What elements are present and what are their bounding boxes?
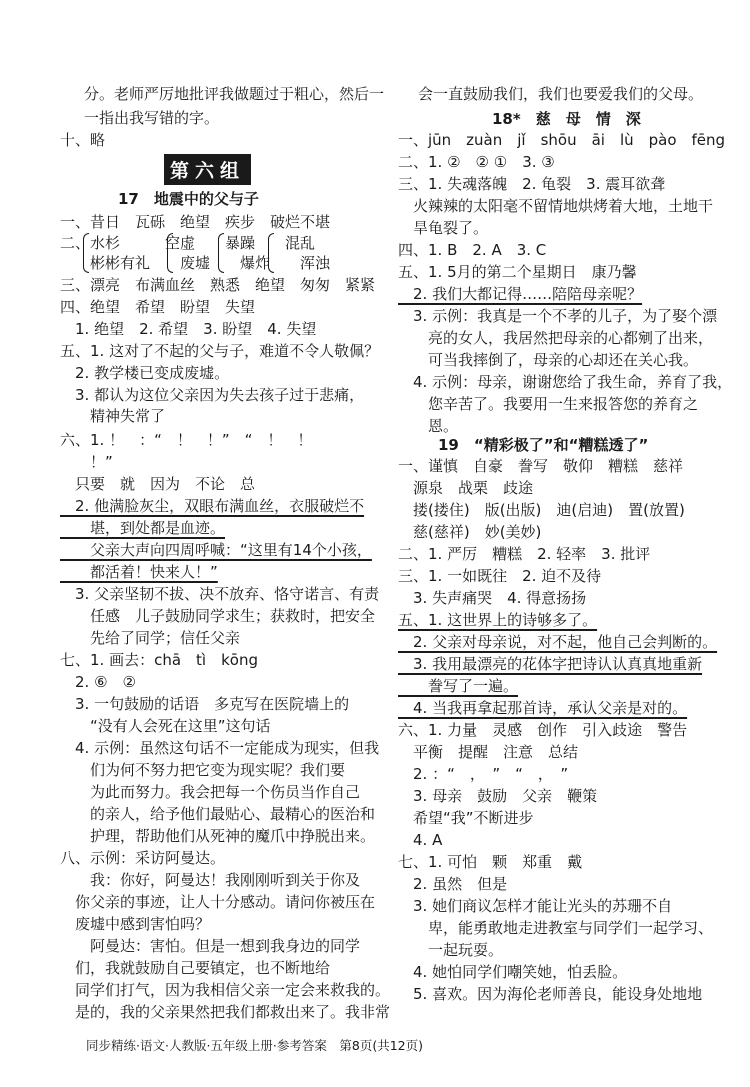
text-line: 一指出我写错的字。 <box>84 109 220 127</box>
text-line: 会一直鼓励我们，我们也要爱我们的父母。 <box>418 85 704 103</box>
answer-line: 同学们打气，因为我相信父亲一定会来救我的。 <box>60 981 391 999</box>
answer-line: 阿曼达：害怕。但是一想到我身边的同学 <box>60 937 361 955</box>
answer-line: 3. 示例：我真是一个不孝的儿子，为了娶个漂 <box>398 307 718 325</box>
answer-line: 卑，能勇敢地走进教室与同学们一起学习、 <box>398 919 714 937</box>
answer-line: 四、绝望 希望 盼望 失望 <box>60 298 256 316</box>
answer-line: ！” <box>60 453 113 471</box>
answer-line: 2. ：“ ， ” “ ， ” <box>398 765 569 783</box>
answer-line: 七、1. 画去：chā tì kōng <box>60 651 258 669</box>
answer-line: 五、1. 这世界上的诗够多了。 <box>398 611 598 629</box>
answer-line: 你父亲的事迹，让人十分感动。请问你被压在 <box>60 893 376 911</box>
answer-line: 先给了同学；信任父亲 <box>60 629 241 647</box>
answer-line: 3. 都认为这位父亲因为失去孩子过于悲痛， <box>60 386 365 404</box>
answer-line: 四、1. B 2. A 3. C <box>398 241 547 259</box>
answer-line: 3. 她们商议怎样才能让光头的苏珊不自 <box>398 897 673 915</box>
answer-line: 4. A <box>398 831 443 849</box>
answer-line: 一、谨慎 自豪 誊写 敬仰 糟糕 慈祥 <box>398 457 684 475</box>
answer-line: 2. 教学楼已变成废墟。 <box>60 364 230 382</box>
answer-line: 护理，帮助他们从死神的魔爪中挣脱出来。 <box>60 827 376 845</box>
answer-line: “没有人会死在这里”这句话 <box>60 717 271 735</box>
answer-line: 们，我就鼓励自己要镇定，也不断地给 <box>60 959 331 977</box>
text-line: 分。老师严厉地批评我做题过于粗心，然后一 <box>84 85 385 103</box>
page-footer: 同步精练·语文·人教版·五年级上册·参考答案 第8页(共12页) <box>86 1038 424 1053</box>
answer-line: 任感 儿子鼓励同学求生；获救时，把安全 <box>60 607 376 625</box>
answer-line: 二、1. 严厉 糟糕 2. 轻率 3. 批评 <box>398 545 651 563</box>
answer-line: 3. 一句鼓励的话语 多克写在医院墙上的 <box>60 695 350 713</box>
answer-line: 4. 示例：虽然这句话不一定能成为现实，但我 <box>60 739 380 757</box>
answer-line: 二、水杉 空虚 暴躁 混乱 <box>60 234 316 252</box>
answer-line: 废墟中感到害怕吗？ <box>60 915 211 933</box>
answer-line: 一起玩耍。 <box>398 941 504 959</box>
answer-line: 的亲人，给予他们最贴心、最精心的医治和 <box>60 805 376 823</box>
answer-line: 火辣辣的太阳毫不留情地烘烤着大地，土地干 <box>398 197 714 215</box>
answer-line: 3. 我用最漂亮的花体字把诗认认真真地重新 <box>398 655 703 673</box>
answer-line: 2. 他满脸灰尘，双眼布满血丝，衣服破烂不 <box>60 497 365 515</box>
answer-line: 们为何不努力把它变为现实呢？我们要 <box>60 761 346 779</box>
answer-line: 2. ⑥ ② <box>60 673 136 691</box>
answer-line: 4. 她怕同学们嘲笑她，怕丢脸。 <box>398 963 628 981</box>
answer-line: 搂(搂住) 版(出版) 迪(启迪) 置(放置) <box>398 501 685 519</box>
answer-line: 三、1. 一如既往 2. 迫不及待 <box>398 567 602 585</box>
answer-line: 我：你好，阿曼达！我刚刚听到关于你及 <box>60 871 361 889</box>
answer-line: 父亲大声向四周呼喊：“这里有14个小孩， <box>60 541 372 559</box>
answer-line: 为此而努力。我会把每一个伤员当作自己 <box>60 783 361 801</box>
answer-line: 1. 绝望 2. 希望 3. 盼望 4. 失望 <box>60 320 317 338</box>
answer-line: 八、示例：采访阿曼达。 <box>60 849 226 867</box>
answer-line: 源泉 战栗 歧途 <box>398 479 534 497</box>
answer-line: 一、jūn zuàn jǐ shōu āi lù pào fēng <box>398 131 726 149</box>
answer-line: 六、1. ！ ：“ ！ ！” “ ！ ！ <box>60 431 313 449</box>
answer-line: 慈(慈祥) 妙(美妙) <box>398 523 542 541</box>
lesson-17-title: 17 地震中的父与子 <box>118 190 259 208</box>
answer-line: 2. 虽然 但是 <box>398 875 508 893</box>
answer-line: 五、1. 5月的第二个星期日 康乃馨 <box>398 263 637 281</box>
answer-line: 六、1. 力量 灵感 创作 引入歧途 警告 <box>398 721 688 739</box>
answer-line: 三、1. 失魂落魄 2. 龟裂 3. 震耳欲聋 <box>398 175 666 193</box>
answer-line: 可当我摔倒了，母亲的心却还在关心我。 <box>398 351 699 369</box>
lesson-18-title: 18* 慈 母 情 深 <box>492 110 641 128</box>
section-title: 第六组 <box>164 154 251 185</box>
answer-line: 都活着！快来人！” <box>60 563 218 581</box>
answer-line: 七、1. 可怕 颗 郑重 戴 <box>398 853 583 871</box>
answer-line: 5. 喜欢。因为海伦老师善良，能设身处地地 <box>398 985 703 1003</box>
answer-line: 2. 父亲对母亲说，对不起，他自己会判断的。 <box>398 633 718 651</box>
lesson-19-title: 19 “精彩极了”和“糟糕透了” <box>438 436 649 454</box>
answer-line: 3. 母亲 鼓励 父亲 鞭策 <box>398 787 598 805</box>
answer-line: 是的，我的父亲果然把我们都救出来了。我非常 <box>60 1003 391 1021</box>
answer-line: 五、1. 这对了不起的父与子，难道不令人敬佩？ <box>60 342 380 360</box>
answer-line: 2. 我们大都记得……陪陪母亲呢？ <box>398 285 643 303</box>
answer-line: 您辛苦了。我要用一生来报答您的养育之 <box>398 395 699 413</box>
answer-line: 誊写了一遍。 <box>398 677 519 695</box>
answer-line: 三、漂亮 布满血丝 熟悉 绝望 匆匆 紧紧 <box>60 276 376 294</box>
answer-line: 4. 示例：母亲，谢谢您给了我生命，养育了我， <box>398 373 733 391</box>
answer-line: 3. 父亲坚韧不拔、决不放弃、恪守诺言、有责 <box>60 585 380 603</box>
answer-line: 4. 当我再拿起那首诗，承认父亲是对的。 <box>398 699 688 717</box>
answer-line: 只要 就 因为 不论 总 <box>60 475 256 493</box>
answer-line: 堪，到处都是血迹。 <box>60 519 226 537</box>
answer-line: 平衡 提醒 注意 总结 <box>398 743 579 761</box>
answer-line: 亮的女人，我居然把母亲的心都剜了出来， <box>398 329 714 347</box>
answer-line: 一、昔日 瓦砾 绝望 疾步 破烂不堪 <box>60 213 331 231</box>
text-line: 十、略 <box>60 131 106 149</box>
answer-line: 二、1. ② ② ① 3. ③ <box>398 153 555 171</box>
answer-line: 3. 失声痛哭 4. 得意扬扬 <box>398 589 587 607</box>
answer-line: 希望“我”不断进步 <box>398 809 534 827</box>
answer-line: 旱龟裂了。 <box>398 219 489 237</box>
answer-line: 恩。 <box>398 417 459 435</box>
answer-line: 彬彬有礼 废墟 爆炸 浑浊 <box>60 254 331 272</box>
answer-line: 精神失常了 <box>60 407 166 425</box>
